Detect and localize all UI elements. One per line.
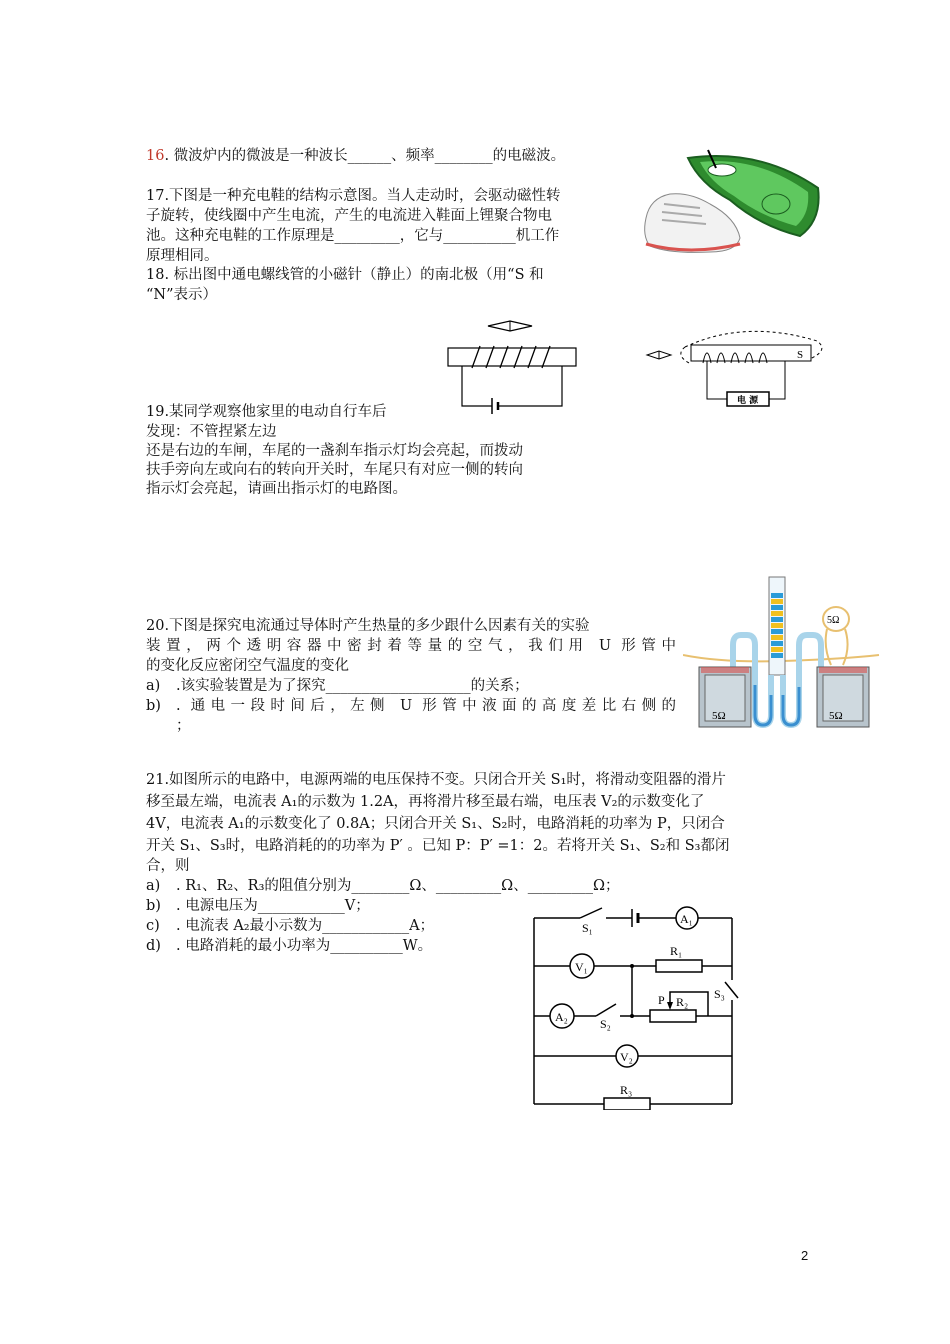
question-16-text: . 微波炉内的微波是一种波长______、频率________的电磁波。 [164,148,566,164]
question-21-a-text: . R₁、R₂、R₃的阻值分别为________Ω、_________Ω、_________Ω； [176,878,620,894]
question-21-d-text: . 电路消耗的最小功率为__________W。 [176,938,433,954]
voltmeter-v1-label: V₁ [575,960,588,974]
question-20-b-text: . 通电一段时间后，左侧 U 形管中液面的高度差比右侧的 [176,698,676,714]
question-21-a-label: a) [146,878,161,894]
pole-label-s: S [797,349,804,361]
question-17-line-1: 17.下图是一种充电鞋的结构示意图。当人走动时，会驱动磁性转 [146,188,561,204]
question-21-b-text: . 电源电压为____________V； [176,898,370,914]
question-19-line-5: 指示灯会亮起，请画出指示灯的电路图。 [146,481,407,497]
question-17-line-3: 池。这种充电鞋的工作原理是_________，它与__________机工作 [146,228,560,244]
question-20-line-3: 的变化反应密闭空气温度的变化 [146,658,349,674]
resistor-r1-label: R₁ [670,944,683,958]
q21-circuit-diagram [528,900,746,1110]
question-20-line-2: 装置，两个透明容器中密封着等量的空气，我们用 U 形管中 [146,638,676,654]
question-17-line-2: 子旋转，使线圈中产生电流，产生的电流进入鞋面上锂聚合物电 [146,208,552,224]
switch-s2-label: S₂ [600,1017,611,1031]
question-16-number: 16 [146,148,165,164]
resistor-r2-label: R₂ [676,995,689,1009]
ammeter-a1-label: A₁ [680,912,693,926]
question-20-line-1: 20.下图是探究电流通过导体时产生热量的多少跟什么因素有关的实验 [146,618,590,634]
question-20-a-label: a) [146,678,161,694]
question-20-a-text: .该实验装置是为了探究____________________的关系； [176,678,529,694]
switch-s1-label: S₁ [582,921,593,935]
ammeter-a2-label: A₂ [555,1010,568,1024]
resistor-r3-label: R₃ [620,1083,633,1097]
question-21-c-text: . 电流表 A₂最小示数为____________A； [176,918,435,934]
question-21-line-2: 移至最左端，电流表 A₁的示数为 1.2A，再将滑片移至最右端，电压表 V₂的示数变化了 [146,794,705,810]
question-16 [146,146,565,166]
switch-s3-label: S₃ [714,987,725,1001]
charging-shoe-illustration [640,148,824,260]
left-resistor-label: 5Ω [712,710,726,722]
power-label: 电 源 [737,396,759,406]
question-21-line-3: 4V，电流表 A₁的示数变化了 0.8A；只闭合开关 S₁、S₂时，电路消耗的功率为 P，只闭合 [146,816,725,832]
question-21-c-label: c) [146,918,160,934]
question-19-line-1: 19.某同学观察他家里的电动自行车后 [146,404,387,420]
slider-p-label: P [658,993,665,1007]
question-19-line-2: 发现：不管捏紧左边 [146,424,277,440]
heat-experiment-apparatus [683,575,883,740]
question-21-line-5: 合，则 [146,858,190,874]
question-19-line-4: 扶手旁向左或向右的转向开关时，车尾只有对应一侧的转向 [146,462,523,478]
question-21-line-1: 21.如图所示的电路中，电源两端的电压保持不变。只闭合开关 S₁时，将滑动变阻器的滑片 [146,772,726,788]
question-19-line-3: 还是右边的车闸，车尾的一盏刹车指示灯均会亮起，而拨动 [146,443,523,459]
question-21-line-4: 开关 S₁、S₃时，电路消耗的的功率为 P′ 。已知 P：P′ =1：2。若将开关 S₁、S₂和 S₃都闭 [146,838,730,854]
question-18-line-1: 18. 标出图中通电螺线管的小磁针（静止）的南北极（用“S 和 [146,267,544,283]
question-18-line-2: “N”表示） [146,287,218,303]
solenoid-diagram-1 [440,318,590,418]
question-21-b-label: b) [146,898,161,914]
top-resistor-label: 5Ω [827,615,840,626]
solenoid-diagram-2 [645,325,830,410]
question-21-d-label: d) [146,938,161,954]
voltmeter-v2-label: V₂ [620,1050,633,1064]
question-20-b-continuation: ； [176,718,191,734]
question-20-b-label: b) [146,698,161,714]
question-17-line-4: 原理相同。 [146,248,219,264]
page-number: 2 [801,1248,809,1263]
right-resistor-label: 5Ω [829,710,843,722]
